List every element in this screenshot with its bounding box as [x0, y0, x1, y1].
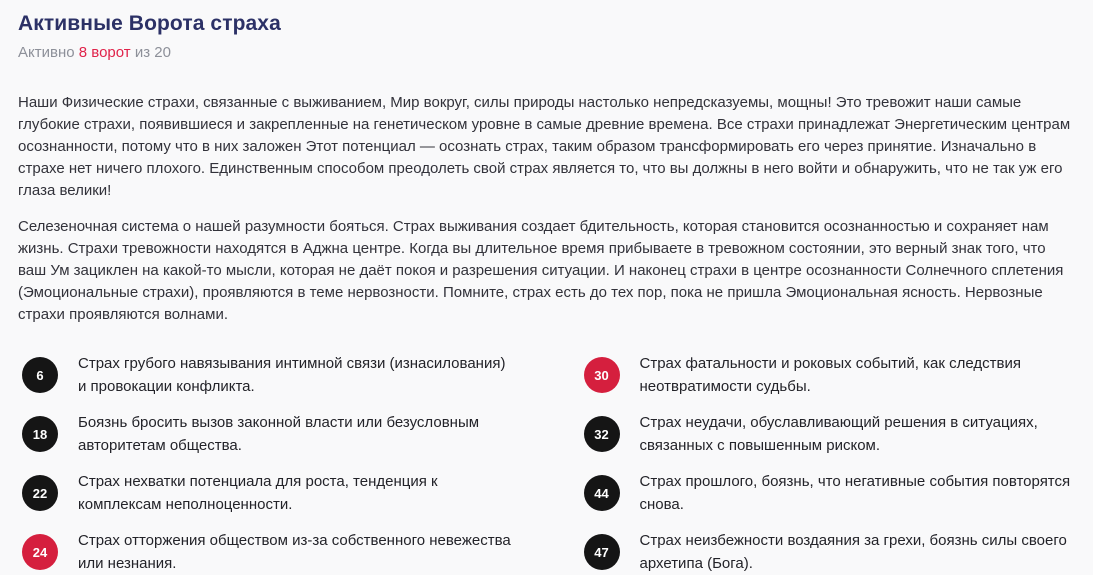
gate-description: Страх грубого навязывания интимной связи (изнасилования) и провокации конфликта. — [78, 355, 506, 395]
gate-description: Страх нехватки потенциала для роста, тенденция к комплексам неполноценности. — [78, 473, 438, 513]
gate-description: Боязнь бросить вызов законной власти или безусловным авторитетам общества. — [78, 414, 480, 454]
gate-number-badge: 44 — [584, 475, 620, 511]
page-title: Активные Ворота страха — [18, 12, 281, 35]
gate-item-22 — [22, 470, 514, 516]
gate-item-6 — [22, 352, 514, 398]
gate-description: Страх неизбежности воздаяния за грехи, боязнь силы своего архетипа (Бога). — [639, 532, 1067, 572]
gate-number-badge: 24 — [22, 534, 58, 570]
gate-number-badge: 22 — [22, 475, 58, 511]
gate-description: Страх фатальности и роковых событий, как следствия неотвратимости судьбы. — [639, 355, 1021, 395]
centers-paragraph: Селезеночная система о нашей разумности бояться. Страх выживания создает бдительность, которая становится осознанностью и сохраняет нам жизнь. Страхи тревожности находятся в Аджна центре. Когда вы длительное время прибываете в тревожном состоянии, это верный знак того, что ваш Ум зациклен на какой-то мысли, которая не даёт покоя и разрешения ситуации. И наконец страхи в центре осознанности Солнечного сплетения (Эмоциональные страхи), проявляются в теме нервозности. Помните, страх есть до тех пор, пока не пришла Эмоциональная ясность. Нервозные страхи проявляются волнами. — [18, 218, 1064, 323]
gate-number-badge: 18 — [22, 416, 58, 452]
gate-description: Страх прошлого, боязнь, что негативные события повторятся снова. — [639, 473, 1071, 513]
gates-list — [18, 352, 1075, 575]
gate-number-badge: 32 — [584, 416, 620, 452]
gate-description: Страх отторжения обществом из-за собственного невежества или незнания. — [78, 532, 511, 572]
active-count-suffix: из 20 — [134, 44, 171, 61]
active-gates-count — [18, 44, 1075, 62]
intro-paragraph: Наши Физические страхи, связанные с выживанием, Мир вокруг, силы природы настолько непредсказуемы, мощны! Это тревожит наши самые глубокие страхи, появившиеся и закрепленные на генетическом уровне в самые древние времена. Все страхи принадлежат Энергетическим центрам осознанности, потому что в них заложен Этот потенциал — осознать страх, таким образом трансформировать его через принятие. Изначально в страхе нет ничего плохого. Единственным способом преодолеть свой страх является то, что вы должны в него войти и обнаружить, что не так уж его глаза велики! — [18, 94, 1071, 199]
gate-item-47 — [584, 529, 1076, 575]
gate-item-24 — [22, 529, 514, 575]
gate-item-30 — [584, 352, 1076, 398]
active-count-value: 8 ворот — [78, 44, 131, 61]
gate-number-badge: 30 — [584, 357, 620, 393]
gate-number-badge: 47 — [584, 534, 620, 570]
gate-number-badge: 6 — [22, 357, 58, 393]
gate-description: Страх неудачи, обуславливающий решения в ситуациях, связанных с повышенным риском. — [639, 414, 1038, 454]
active-count-prefix: Активно — [18, 44, 75, 61]
gate-item-44 — [584, 470, 1076, 516]
gate-item-32 — [584, 411, 1076, 457]
gate-item-18 — [22, 411, 514, 457]
